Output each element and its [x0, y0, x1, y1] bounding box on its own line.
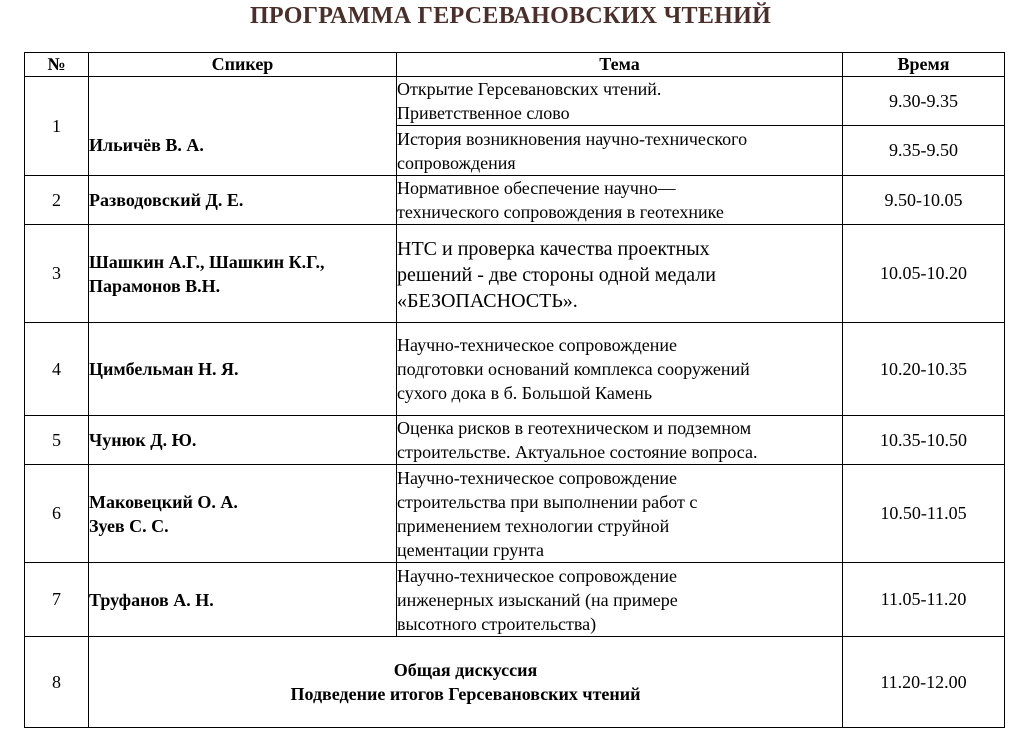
speaker-cell — [89, 465, 397, 563]
topic-line: «БЕЗОПАСНОСТЬ». — [397, 289, 578, 312]
speaker-name: Парамонов В.Н. — [89, 275, 221, 296]
row-number: 5 — [25, 416, 89, 465]
topic-cell — [397, 126, 843, 176]
speaker-cell — [89, 77, 397, 176]
speaker-name: Разводовский Д. Е. — [89, 190, 244, 210]
time-cell: 9.35-9.50 — [843, 126, 1005, 176]
topic-cell — [397, 465, 843, 563]
topic-line: строительства при выполнении работ с — [397, 491, 698, 512]
time-cell: 11.05-11.20 — [843, 563, 1005, 637]
row-number: 6 — [25, 465, 89, 563]
table-header-row — [25, 53, 1005, 77]
speaker-cell — [89, 176, 397, 225]
table-row — [25, 77, 1005, 126]
topic-line: Нормативное обеспечение научно— — [397, 178, 676, 198]
header-speaker: Спикер — [89, 53, 397, 77]
speaker-cell — [89, 323, 397, 416]
time-cell: 11.20-12.00 — [843, 637, 1005, 728]
row-number: 3 — [25, 225, 89, 323]
time-cell: 10.35-10.50 — [843, 416, 1005, 465]
time-cell: 9.50-10.05 — [843, 176, 1005, 225]
document-title: ПРОГРАММА ГЕРСЕВАНОВСКИХ ЧТЕНИЙ — [249, 3, 772, 29]
topic-line: Оценка рисков в геотехническом и подземном — [397, 418, 752, 438]
closing-session-line: Подведение итогов Герсевановских чтений — [290, 684, 641, 704]
speaker-name: Зуев С. С. — [89, 515, 169, 536]
table-row — [25, 323, 1005, 416]
topic-line: Научно-техническое сопровождение — [397, 335, 678, 355]
topic-line: технического сопровождения в геотехнике — [397, 202, 724, 222]
topic-line: Научно-техническое сопровождение — [397, 467, 678, 488]
speaker-name: Маковецкий О. А. — [89, 491, 238, 512]
table-row — [25, 225, 1005, 323]
time-cell: 9.30-9.35 — [843, 77, 1005, 126]
topic-line: подготовки оснований комплекса сооружений — [397, 359, 750, 379]
time-cell: 10.05-10.20 — [843, 225, 1005, 323]
row-number: 7 — [25, 563, 89, 637]
topic-cell — [397, 563, 843, 637]
topic-line: сухого дока в б. Большой Камень — [397, 383, 653, 403]
topic-cell — [397, 323, 843, 416]
header-num: № — [25, 53, 89, 77]
topic-line: высотного строительства) — [397, 613, 597, 634]
closing-session-cell — [89, 637, 843, 728]
row-number: 1 — [25, 77, 89, 176]
table-row — [25, 465, 1005, 563]
table-row — [25, 176, 1005, 225]
topic-line: решений - две стороны одной медали — [397, 263, 716, 286]
topic-line: Открытие Герсевановских чтений. — [397, 79, 662, 99]
closing-session-line: Общая дискуссия — [393, 660, 538, 680]
topic-line: НТС и проверка качества проектных — [397, 237, 710, 260]
speaker-cell — [89, 563, 397, 637]
header-time: Время — [843, 53, 1005, 77]
topic-line: строительстве. Актуальное состояние вопроса. — [397, 442, 758, 462]
table-row — [25, 563, 1005, 637]
topic-line: История возникновения научно-технического — [397, 128, 748, 149]
table-row — [25, 416, 1005, 465]
speaker-name: Чунюк Д. Ю. — [89, 430, 197, 450]
speaker-cell — [89, 225, 397, 323]
time-cell: 10.50-11.05 — [843, 465, 1005, 563]
topic-line: Научно-техническое сопровождение — [397, 565, 678, 586]
topic-line: сопровождения — [397, 152, 516, 173]
topic-cell — [397, 77, 843, 126]
speaker-name: Шашкин А.Г., Шашкин К.Г., — [89, 251, 325, 272]
row-number: 2 — [25, 176, 89, 225]
topic-cell — [397, 176, 843, 225]
speaker-name: Труфанов А. Н. — [89, 589, 214, 610]
row-number: 8 — [25, 637, 89, 728]
program-table — [24, 52, 1005, 728]
topic-line: цементации грунта — [397, 539, 544, 560]
topic-line: Приветственное слово — [397, 103, 570, 123]
topic-line: применением технологии струйной — [397, 515, 670, 536]
topic-cell — [397, 225, 843, 323]
time-cell: 10.20-10.35 — [843, 323, 1005, 416]
table-row — [25, 637, 1005, 728]
row-number: 4 — [25, 323, 89, 416]
speaker-cell — [89, 416, 397, 465]
topic-line: инженерных изысканий (на примере — [397, 589, 678, 610]
speaker-name: Ильичёв В. А. — [89, 135, 204, 155]
header-topic: Тема — [397, 53, 843, 77]
topic-cell — [397, 416, 843, 465]
speaker-name: Цимбельман Н. Я. — [89, 359, 239, 379]
